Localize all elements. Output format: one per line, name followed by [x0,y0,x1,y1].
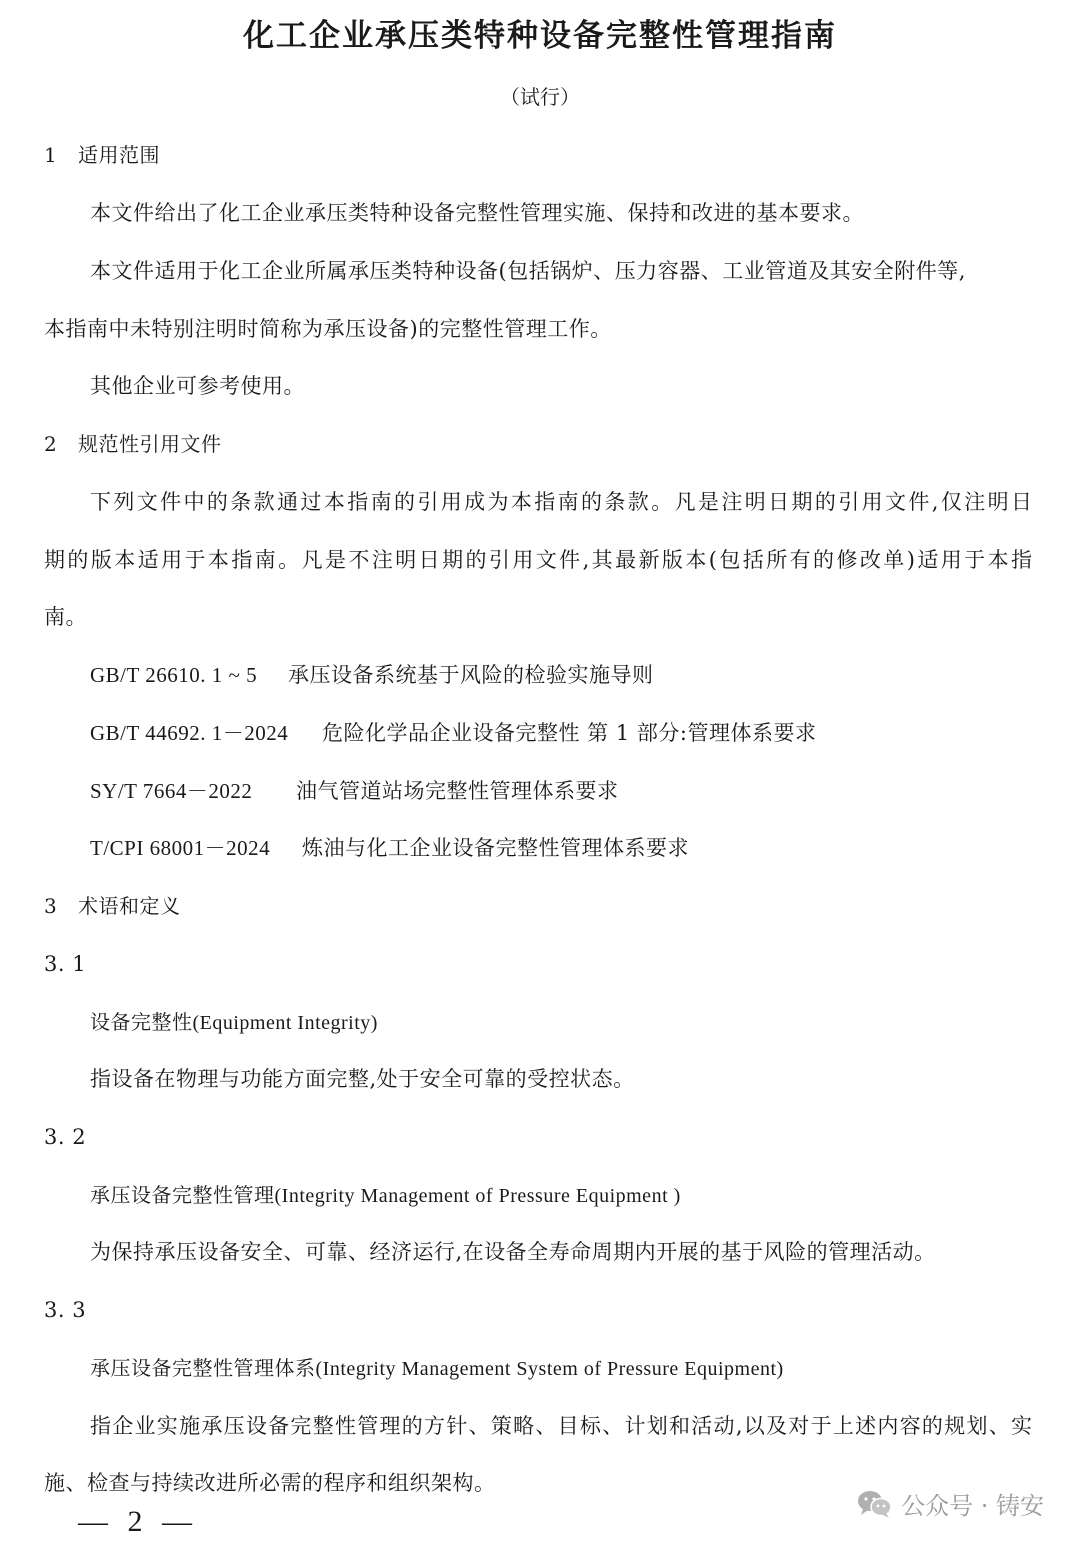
wechat-icon [857,1489,893,1519]
document-subtitle: （试行） [500,85,580,109]
term-english: (Integrity Management System of Pressure Equipment) [315,1358,784,1380]
reference-title: 炼油与化工企业设备完整性管理体系要求 [302,836,689,860]
section-2-paragraph-line-3: 南。 [44,605,87,629]
section-title: 规范性引用文件 [78,432,222,456]
term-english: (Integrity Management of Pressure Equipment ) [274,1185,681,1207]
section-number: 1 [44,143,58,167]
reference-code: GB/T 26610. 1 ~ 5 [90,663,258,687]
term-name: 承压设备完整性管理体系 [90,1356,316,1380]
term-heading [90,1180,681,1211]
watermark-text: 公众号 · 铸安 [901,1492,1044,1520]
term-definition-line-1: 指企业实施承压设备完整性管理的方针、策略、目标、计划和活动,以及对于上述内容的规划、实 [90,1414,1032,1438]
term-number: 3. 3 [44,1298,87,1322]
section-number: 3 [44,894,58,918]
section-2-paragraph-line-1: 下列文件中的条款通过本指南的引用成为本指南的条款。凡是注明日期的引用文件,仅注明日 [90,490,1032,514]
section-title: 适用范围 [78,143,160,167]
section-3-heading [44,891,181,921]
section-1-paragraph-3: 其他企业可参考使用。 [90,374,305,398]
section-1-paragraph-2-line-2: 本指南中未特别注明时简称为承压设备)的完整性管理工作。 [44,317,612,341]
reference-item [90,776,619,806]
reference-title: 承压设备系统基于风险的检验实施导则 [288,663,654,687]
section-1-heading [44,140,160,170]
term-number: 3. 1 [44,952,87,976]
section-2-paragraph-line-2: 期的版本适用于本指南。凡是不注明日期的引用文件,其最新版本(包括所有的修改单)适用于本指 [44,548,1032,572]
reference-item [90,718,816,748]
watermark [857,1486,1044,1521]
reference-title: 危险化学品企业设备完整性 第 1 部分:管理体系要求 [322,721,817,745]
page-number: — 2 — [78,1505,198,1538]
term-heading [90,1007,378,1038]
reference-code: GB/T 44692. 1－2024 [90,721,289,745]
term-english: (Equipment Integrity) [192,1012,378,1034]
term-heading [90,1353,784,1384]
reference-title: 油气管道站场完整性管理体系要求 [296,779,619,803]
reference-code: T/CPI 68001－2024 [90,836,271,860]
document-title: 化工企业承压类特种设备完整性管理指南 [243,18,837,54]
term-definition-line-2: 施、检查与持续改进所必需的程序和组织架构。 [44,1471,496,1495]
section-1-paragraph-2-line-1: 本文件适用于化工企业所属承压类特种设备(包括锅炉、压力容器、工业管道及其安全附件等, [90,259,966,283]
section-title: 术语和定义 [78,894,181,918]
section-number: 2 [44,432,58,456]
section-1-paragraph-1: 本文件给出了化工企业承压类特种设备完整性管理实施、保持和改进的基本要求。 [90,201,864,225]
term-name: 承压设备完整性管理 [90,1183,275,1207]
term-name: 设备完整性 [90,1010,193,1034]
reference-item [90,833,689,863]
term-definition: 为保持承压设备安全、可靠、经济运行,在设备全寿命周期内开展的基于风险的管理活动。 [90,1240,936,1264]
reference-code: SY/T 7664－2022 [90,779,253,803]
section-2-heading [44,429,222,459]
term-number: 3. 2 [44,1125,87,1149]
reference-item [90,660,654,690]
term-definition: 指设备在物理与功能方面完整,处于安全可靠的受控状态。 [90,1067,635,1091]
